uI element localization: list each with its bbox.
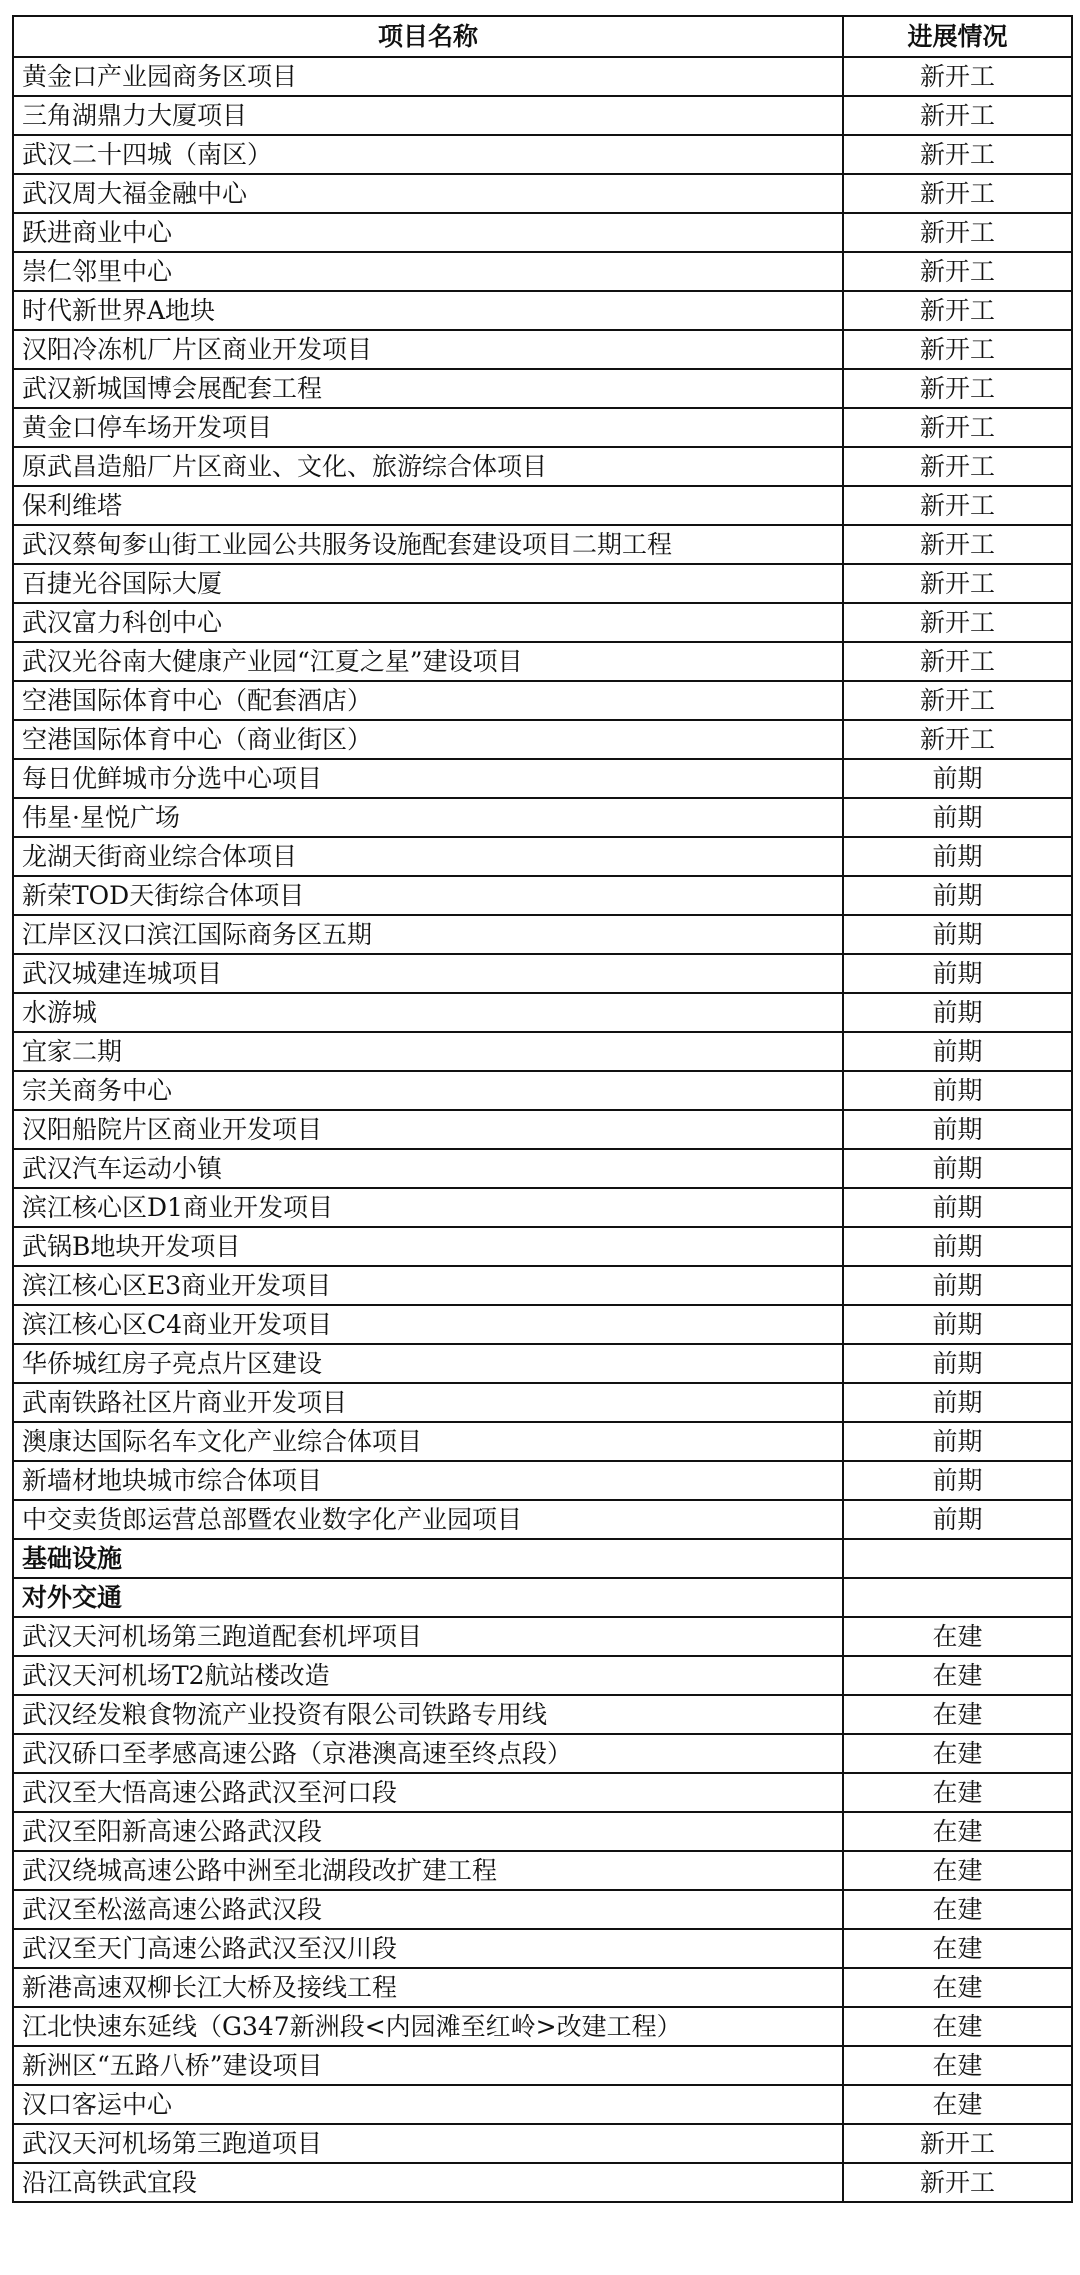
project-name-cell: 武汉经发粮食物流产业投资有限公司铁路专用线	[13, 1695, 843, 1734]
progress-status-cell: 新开工	[843, 96, 1072, 135]
project-name-cell: 武南铁路社区片商业开发项目	[13, 1383, 843, 1422]
project-name-cell: 基础设施	[13, 1539, 843, 1578]
table-row	[13, 1188, 1072, 1227]
table-row	[13, 1734, 1072, 1773]
project-name-cell: 保利维塔	[13, 486, 843, 525]
progress-status-cell: 新开工	[843, 408, 1072, 447]
project-name-cell: 新墙材地块城市综合体项目	[13, 1461, 843, 1500]
progress-status-cell: 前期	[843, 993, 1072, 1032]
project-name-cell: 百捷光谷国际大厦	[13, 564, 843, 603]
table-row	[13, 2124, 1072, 2163]
progress-status-cell: 前期	[843, 1071, 1072, 1110]
table-row	[13, 1422, 1072, 1461]
progress-status-cell: 前期	[843, 1266, 1072, 1305]
table-row	[13, 1851, 1072, 1890]
progress-status-cell: 前期	[843, 1383, 1072, 1422]
project-name-cell: 伟星·星悦广场	[13, 798, 843, 837]
project-name-cell: 时代新世界A地块	[13, 291, 843, 330]
table-header-row	[13, 16, 1072, 57]
table-row	[13, 2007, 1072, 2046]
table-row	[13, 1110, 1072, 1149]
table-row	[13, 486, 1072, 525]
table-row	[13, 1929, 1072, 1968]
project-name-cell: 武汉城建连城项目	[13, 954, 843, 993]
table-row	[13, 1032, 1072, 1071]
project-name-cell: 江北快速东延线（G347新洲段<内园滩至红岭>改建工程）	[13, 2007, 843, 2046]
table-row	[13, 798, 1072, 837]
project-name-cell: 汉口客运中心	[13, 2085, 843, 2124]
progress-status-cell: 前期	[843, 1032, 1072, 1071]
progress-status-cell: 新开工	[843, 603, 1072, 642]
table-row	[13, 369, 1072, 408]
project-name-cell: 澳康达国际名车文化产业综合体项目	[13, 1422, 843, 1461]
project-name-cell: 原武昌造船厂片区商业、文化、旅游综合体项目	[13, 447, 843, 486]
progress-status-cell: 前期	[843, 876, 1072, 915]
table-row	[13, 1071, 1072, 1110]
progress-status-cell: 在建	[843, 2085, 1072, 2124]
table-row	[13, 1890, 1072, 1929]
project-name-cell: 武汉绕城高速公路中洲至北湖段改扩建工程	[13, 1851, 843, 1890]
progress-status-cell: 新开工	[843, 681, 1072, 720]
progress-status-cell: 新开工	[843, 252, 1072, 291]
project-name-cell: 武汉二十四城（南区）	[13, 135, 843, 174]
project-name-cell: 空港国际体育中心（商业街区）	[13, 720, 843, 759]
table-row	[13, 1812, 1072, 1851]
table-row	[13, 135, 1072, 174]
table-row	[13, 1500, 1072, 1539]
project-name-cell: 三角湖鼎力大厦项目	[13, 96, 843, 135]
progress-status-cell: 新开工	[843, 720, 1072, 759]
project-name-cell: 武汉硚口至孝感高速公路（京港澳高速至终点段）	[13, 1734, 843, 1773]
table-row	[13, 1344, 1072, 1383]
project-name-cell: 武汉汽车运动小镇	[13, 1149, 843, 1188]
progress-status-cell: 新开工	[843, 135, 1072, 174]
progress-status-cell: 在建	[843, 1773, 1072, 1812]
progress-status-cell: 前期	[843, 1305, 1072, 1344]
progress-status-cell: 新开工	[843, 486, 1072, 525]
project-name-cell: 宜家二期	[13, 1032, 843, 1071]
table-row	[13, 57, 1072, 96]
progress-status-cell: 新开工	[843, 2163, 1072, 2202]
progress-status-cell: 在建	[843, 1617, 1072, 1656]
table-row	[13, 876, 1072, 915]
table-row	[13, 564, 1072, 603]
table-row	[13, 993, 1072, 1032]
table-row	[13, 1617, 1072, 1656]
table-row	[13, 1227, 1072, 1266]
project-name-cell: 武汉新城国博会展配套工程	[13, 369, 843, 408]
table-row	[13, 915, 1072, 954]
table-row	[13, 759, 1072, 798]
progress-status-cell: 新开工	[843, 57, 1072, 96]
project-name-cell: 武汉至天门高速公路武汉至汉川段	[13, 1929, 843, 1968]
progress-status-cell: 新开工	[843, 525, 1072, 564]
project-name-cell: 对外交通	[13, 1578, 843, 1617]
progress-status-cell	[843, 1539, 1072, 1578]
table-row	[13, 2046, 1072, 2085]
project-name-cell: 空港国际体育中心（配套酒店）	[13, 681, 843, 720]
progress-status-cell: 在建	[843, 1734, 1072, 1773]
section-header-row	[13, 1578, 1072, 1617]
table-row	[13, 525, 1072, 564]
project-name-cell: 新港高速双柳长江大桥及接线工程	[13, 1968, 843, 2007]
progress-status-cell: 前期	[843, 954, 1072, 993]
table-body	[13, 57, 1072, 2202]
progress-status-cell: 前期	[843, 1344, 1072, 1383]
project-name-cell: 新洲区“五路八桥”建设项目	[13, 2046, 843, 2085]
progress-status-cell: 新开工	[843, 369, 1072, 408]
project-name-cell: 武汉天河机场第三跑道配套机坪项目	[13, 1617, 843, 1656]
project-name-cell: 武汉天河机场第三跑道项目	[13, 2124, 843, 2163]
project-name-cell: 武汉周大福金融中心	[13, 174, 843, 213]
project-name-cell: 沿江高铁武宜段	[13, 2163, 843, 2202]
table-row	[13, 1266, 1072, 1305]
progress-status-cell: 新开工	[843, 642, 1072, 681]
progress-status-cell: 新开工	[843, 564, 1072, 603]
table-row	[13, 1461, 1072, 1500]
project-name-cell: 滨江核心区E3商业开发项目	[13, 1266, 843, 1305]
progress-status-cell	[843, 1578, 1072, 1617]
project-name-cell: 汉阳船院片区商业开发项目	[13, 1110, 843, 1149]
progress-status-cell: 在建	[843, 1695, 1072, 1734]
progress-status-cell: 前期	[843, 1149, 1072, 1188]
progress-status-cell: 在建	[843, 1890, 1072, 1929]
project-name-cell: 武汉光谷南大健康产业园“江夏之星”建设项目	[13, 642, 843, 681]
progress-status-cell: 新开工	[843, 330, 1072, 369]
project-name-cell: 滨江核心区C4商业开发项目	[13, 1305, 843, 1344]
table-row	[13, 1773, 1072, 1812]
section-header-row	[13, 1539, 1072, 1578]
project-name-cell: 新荣TOD天街综合体项目	[13, 876, 843, 915]
table-row	[13, 96, 1072, 135]
project-name-cell: 跃进商业中心	[13, 213, 843, 252]
table-row	[13, 642, 1072, 681]
table-row	[13, 408, 1072, 447]
progress-status-cell: 新开工	[843, 174, 1072, 213]
table-row	[13, 837, 1072, 876]
project-name-cell: 华侨城红房子亮点片区建设	[13, 1344, 843, 1383]
table-row	[13, 681, 1072, 720]
table-row	[13, 252, 1072, 291]
project-name-cell: 黄金口产业园商务区项目	[13, 57, 843, 96]
progress-status-cell: 前期	[843, 1422, 1072, 1461]
project-name-cell: 水游城	[13, 993, 843, 1032]
progress-status-cell: 在建	[843, 2046, 1072, 2085]
project-name-cell: 武汉至阳新高速公路武汉段	[13, 1812, 843, 1851]
table-row	[13, 1656, 1072, 1695]
progress-status-cell: 在建	[843, 1656, 1072, 1695]
table-row	[13, 1149, 1072, 1188]
progress-status-cell: 在建	[843, 2007, 1072, 2046]
table-row	[13, 213, 1072, 252]
progress-status-cell: 前期	[843, 1500, 1072, 1539]
progress-status-cell: 前期	[843, 837, 1072, 876]
progress-status-cell: 在建	[843, 1968, 1072, 2007]
project-name-cell: 滨江核心区D1商业开发项目	[13, 1188, 843, 1227]
table-row	[13, 1968, 1072, 2007]
project-name-cell: 武汉富力科创中心	[13, 603, 843, 642]
progress-status-cell: 在建	[843, 1929, 1072, 1968]
table-row	[13, 2163, 1072, 2202]
progress-status-cell: 在建	[843, 1851, 1072, 1890]
project-name-cell: 汉阳冷冻机厂片区商业开发项目	[13, 330, 843, 369]
table-row	[13, 1305, 1072, 1344]
progress-status-cell: 新开工	[843, 213, 1072, 252]
progress-status-cell: 前期	[843, 1110, 1072, 1149]
table-row	[13, 2085, 1072, 2124]
table-row	[13, 1383, 1072, 1422]
table-row	[13, 447, 1072, 486]
table-row	[13, 330, 1072, 369]
project-name-cell: 武汉天河机场T2航站楼改造	[13, 1656, 843, 1695]
project-progress-table	[12, 15, 1073, 2203]
project-name-cell: 中交卖货郎运营总部暨农业数字化产业园项目	[13, 1500, 843, 1539]
progress-status-cell: 前期	[843, 915, 1072, 954]
project-name-cell: 崇仁邻里中心	[13, 252, 843, 291]
table-row	[13, 1695, 1072, 1734]
progress-status-cell: 前期	[843, 1188, 1072, 1227]
table-row	[13, 174, 1072, 213]
project-name-cell: 每日优鲜城市分选中心项目	[13, 759, 843, 798]
progress-status-cell: 在建	[843, 1812, 1072, 1851]
project-name-cell: 龙湖天街商业综合体项目	[13, 837, 843, 876]
project-name-cell: 武汉蔡甸奓山街工业园公共服务设施配套建设项目二期工程	[13, 525, 843, 564]
progress-status-cell: 新开工	[843, 447, 1072, 486]
progress-status-cell: 前期	[843, 759, 1072, 798]
project-name-cell: 宗关商务中心	[13, 1071, 843, 1110]
project-name-cell: 黄金口停车场开发项目	[13, 408, 843, 447]
progress-status-cell: 前期	[843, 1227, 1072, 1266]
project-name-cell: 武汉至松滋高速公路武汉段	[13, 1890, 843, 1929]
table-row	[13, 954, 1072, 993]
project-name-cell: 武锅B地块开发项目	[13, 1227, 843, 1266]
progress-status-cell: 前期	[843, 798, 1072, 837]
progress-status-cell: 前期	[843, 1461, 1072, 1500]
progress-status-cell: 新开工	[843, 291, 1072, 330]
progress-status-cell: 新开工	[843, 2124, 1072, 2163]
table-row	[13, 720, 1072, 759]
project-name-cell: 江岸区汉口滨江国际商务区五期	[13, 915, 843, 954]
column-header-project-name: 项目名称	[13, 16, 843, 57]
table-row	[13, 291, 1072, 330]
project-name-cell: 武汉至大悟高速公路武汉至河口段	[13, 1773, 843, 1812]
column-header-progress-status: 进展情况	[843, 16, 1072, 57]
table-row	[13, 603, 1072, 642]
